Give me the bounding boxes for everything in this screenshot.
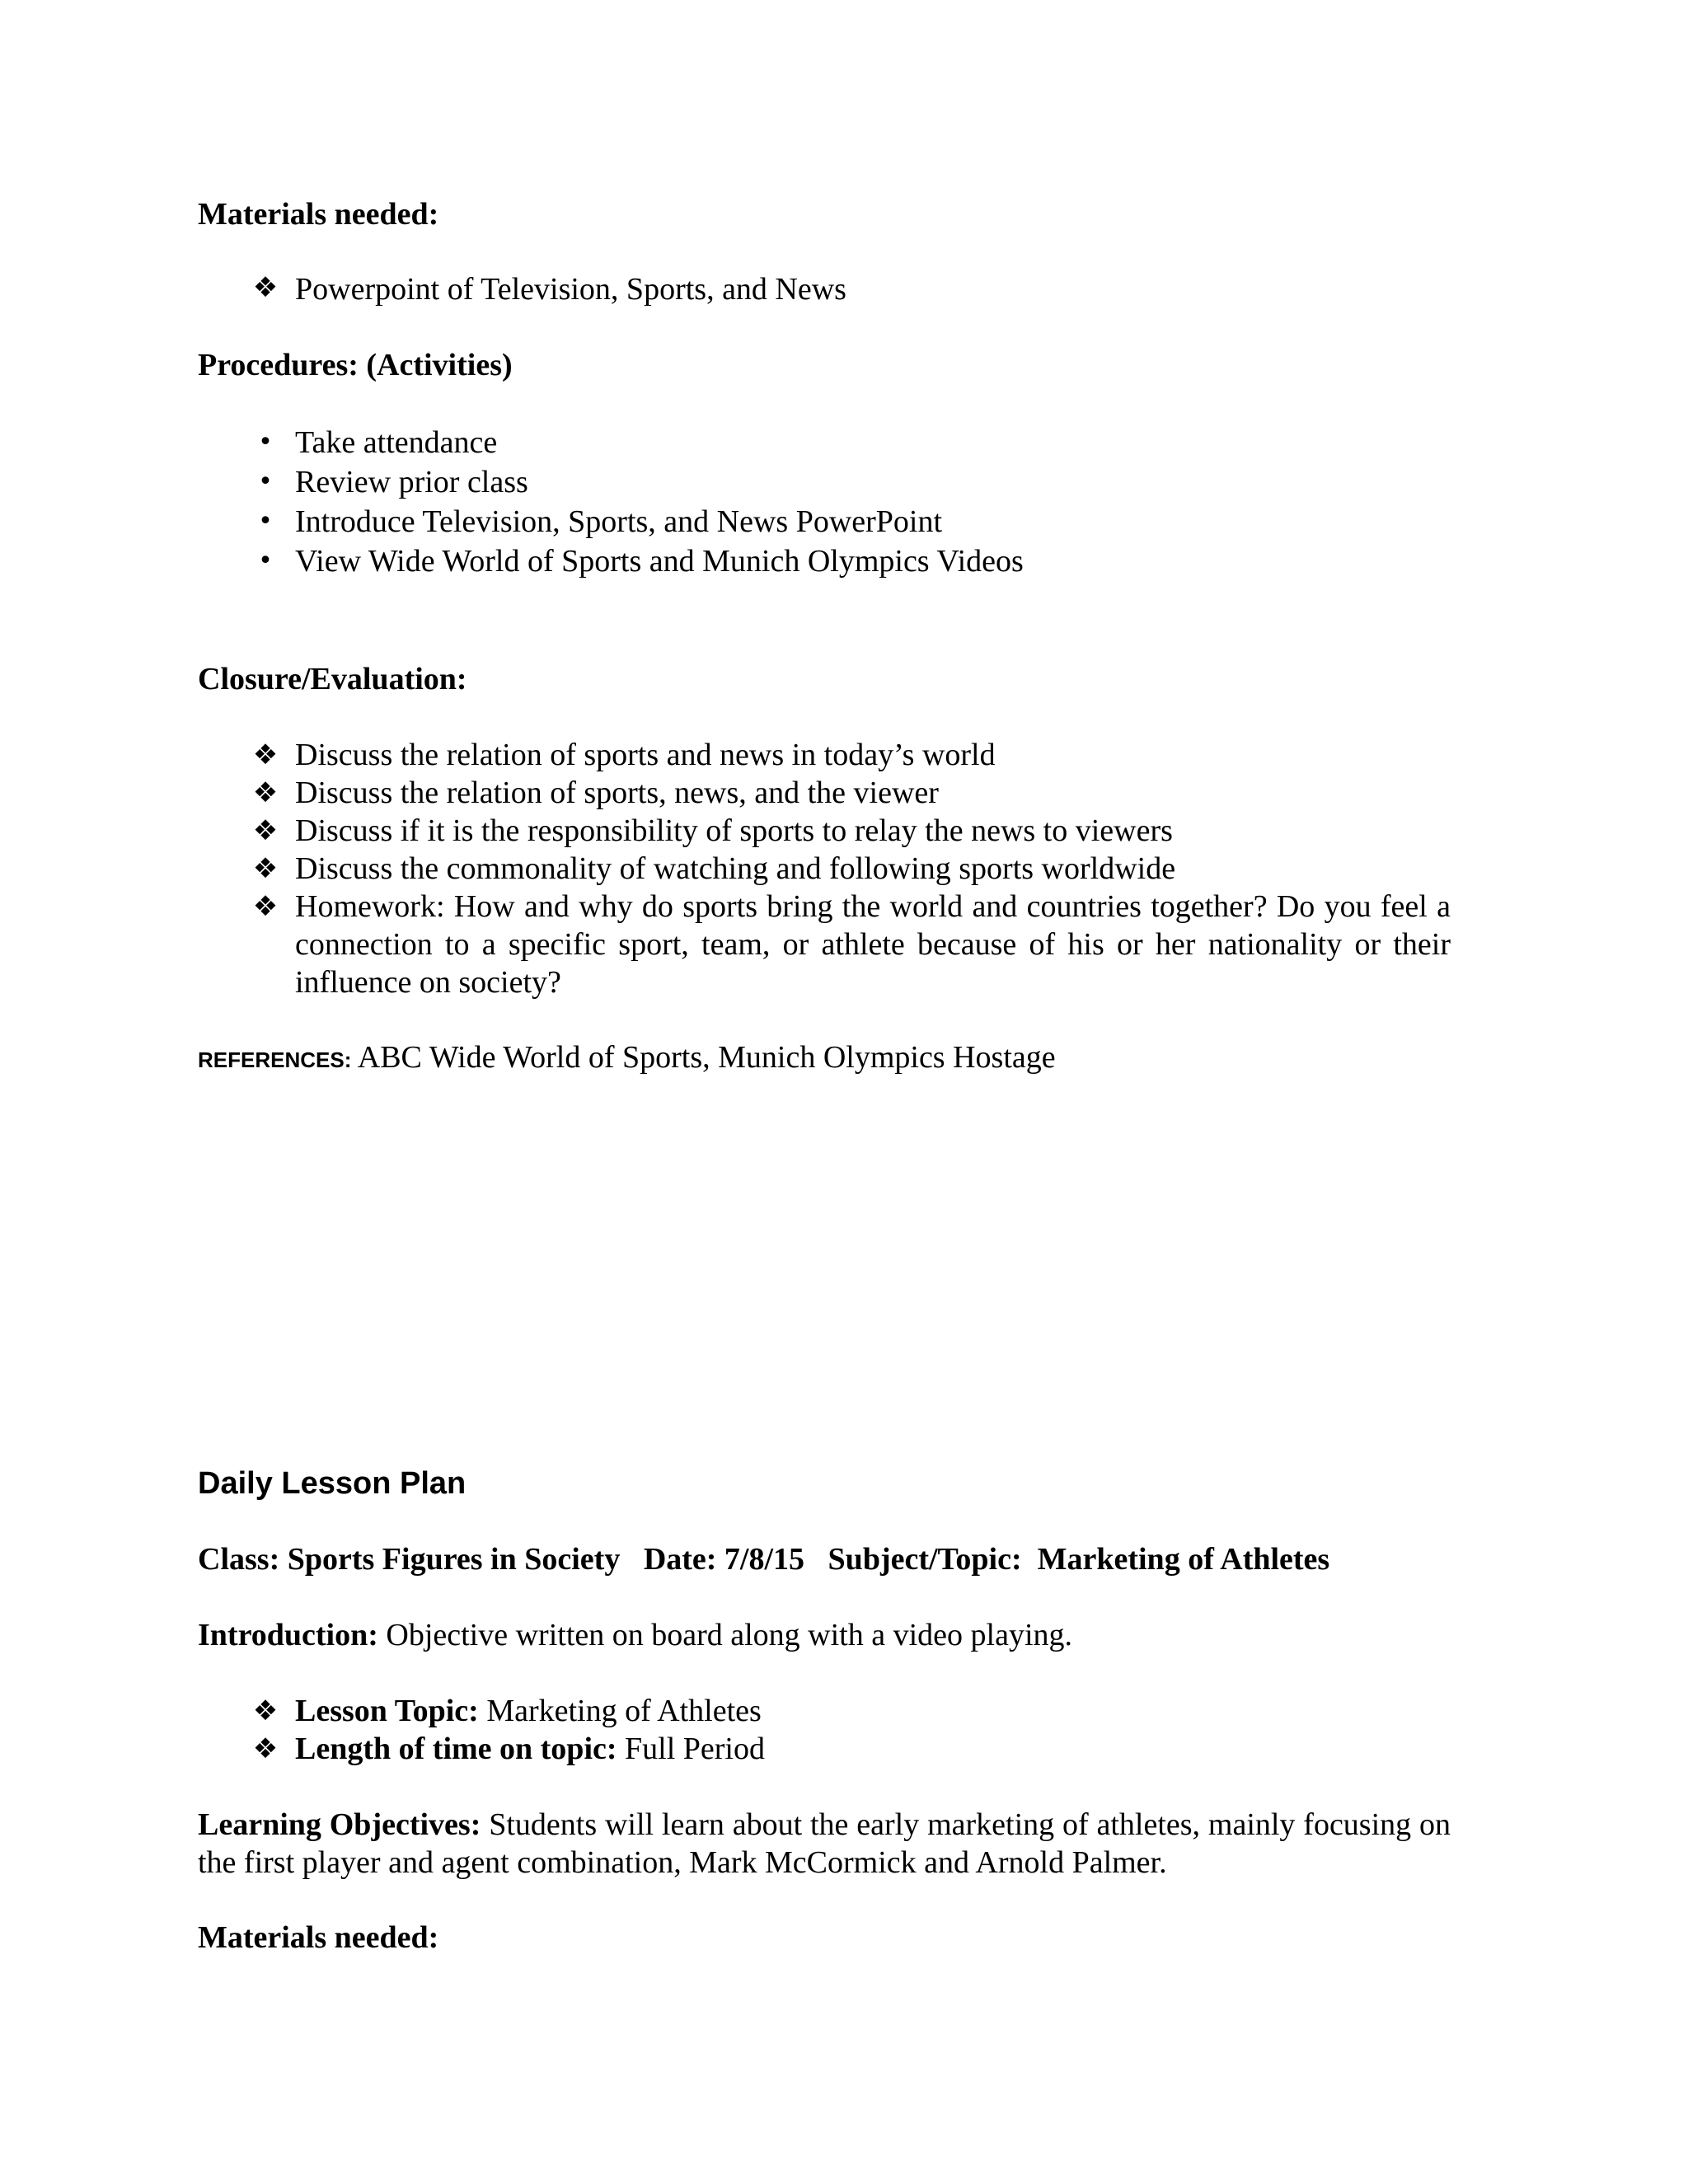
list-item: • Review prior class	[198, 462, 1451, 502]
diamond-bullet-icon: ❖	[252, 271, 279, 304]
bullet-icon: •	[258, 428, 273, 457]
diamond-bullet-icon: ❖	[252, 890, 279, 923]
bullet-icon: •	[258, 546, 273, 575]
introduction-text: Objective written on board along with a video playing.	[386, 1618, 1073, 1652]
materials-list	[198, 271, 1451, 309]
diamond-bullet-icon: ❖	[252, 738, 279, 771]
materials-heading: Materials needed:	[198, 197, 439, 232]
list-item: • Introduce Television, Sports, and News PowerPoint	[198, 502, 1451, 541]
closure-list	[198, 736, 1451, 1001]
materials-heading-2: Materials needed:	[198, 1920, 439, 1955]
list-item: ❖ Length of time on topic: Full Period	[198, 1730, 1451, 1768]
diamond-bullet-icon: ❖	[252, 814, 279, 847]
bullet-icon: •	[258, 507, 273, 536]
introduction-label: Introduction:	[198, 1618, 378, 1652]
list-item: ❖ Homework: How and why do sports bring the world and countries together? Do you feel a connection to a specific sport, team, or athlete because of his or her nationality or their influence on society?	[198, 888, 1451, 1001]
class-line: Class: Sports Figures in Society Date: 7/8/15 Subject/Topic: Marketing of Athletes	[198, 1542, 1330, 1577]
references-line	[198, 1039, 1451, 1077]
closure-heading: Closure/Evaluation:	[198, 662, 467, 696]
lesson-plan-title: Daily Lesson Plan	[198, 1466, 467, 1501]
list-item: ❖ Lesson Topic: Marketing of Athletes	[198, 1692, 1451, 1730]
list-item: ❖ Powerpoint of Television, Sports, and News	[198, 271, 1451, 309]
topic-list	[198, 1692, 1451, 1768]
references-label: REFERENCES:	[198, 1047, 352, 1072]
introduction-line	[198, 1617, 1451, 1655]
list-item: ❖ Discuss if it is the responsibility of sports to relay the news to viewers	[198, 812, 1451, 850]
list-item: ❖ Discuss the commonality of watching and following sports worldwide	[198, 850, 1451, 888]
diamond-bullet-icon: ❖	[252, 852, 279, 885]
list-item: • View Wide World of Sports and Munich Olympics Videos	[198, 541, 1451, 581]
diamond-bullet-icon: ❖	[252, 1732, 279, 1765]
list-item: ❖ Discuss the relation of sports, news, and the viewer	[198, 774, 1451, 812]
diamond-bullet-icon: ❖	[252, 1694, 279, 1727]
procedures-heading: Procedures: (Activities)	[198, 348, 513, 382]
list-item: • Take attendance	[198, 423, 1451, 462]
references-text: ABC Wide World of Sports, Munich Olympics Hostage	[357, 1040, 1056, 1075]
list-item: ❖ Discuss the relation of sports and news in today’s world	[198, 736, 1451, 774]
bullet-icon: •	[258, 467, 273, 496]
diamond-bullet-icon: ❖	[252, 776, 279, 809]
procedures-list	[198, 423, 1451, 581]
learning-objectives	[198, 1806, 1451, 1882]
learning-objectives-text: Students will learn about the early marketing of athletes, mainly focusing on the first player and agent combination, Mark McCormick and Arnold Palmer.	[198, 1807, 1451, 1880]
learning-objectives-label: Learning Objectives:	[198, 1807, 481, 1842]
